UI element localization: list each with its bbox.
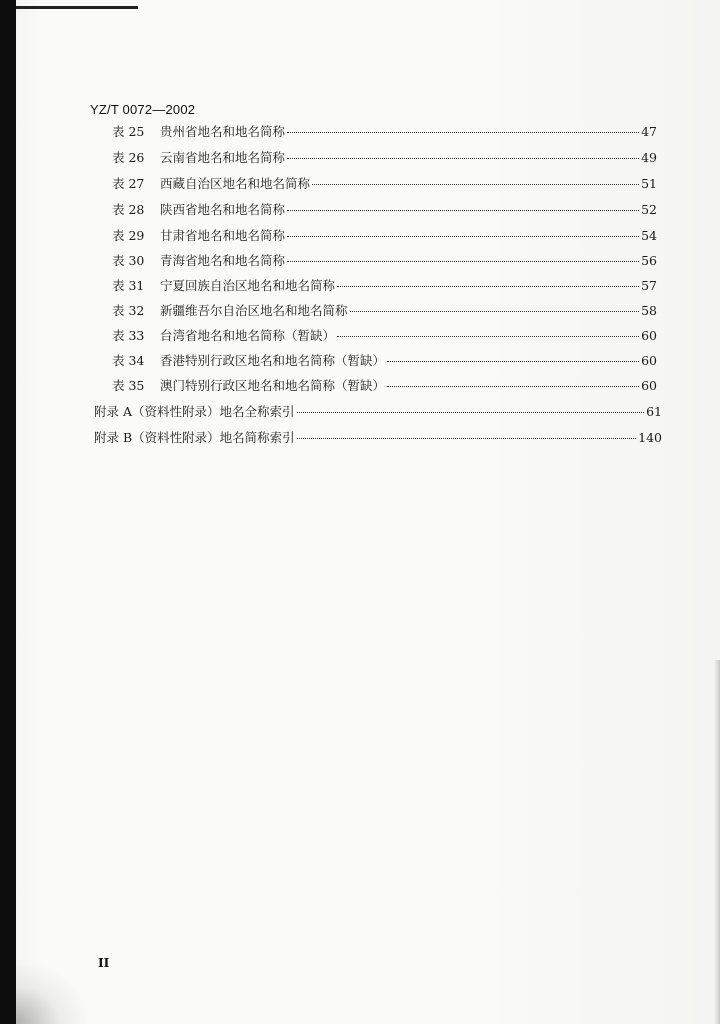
toc-entry: [112, 301, 657, 319]
toc-page-number: 51: [641, 176, 657, 191]
toc-entry: [112, 226, 657, 244]
toc-title: 西藏自治区地名和地名简称: [160, 176, 311, 191]
toc-table-number: 表 32: [112, 303, 145, 318]
scan-right-edge: [714, 660, 720, 1024]
toc-title: 台湾省地名和地名简称（暂缺）: [160, 328, 336, 343]
toc-title: 青海省地名和地名简称: [160, 253, 286, 268]
toc-page-number: 140: [638, 430, 662, 445]
toc-title: 云南省地名和地名简称: [160, 150, 286, 165]
toc-entry: [112, 251, 657, 269]
toc-dot-leader: [287, 210, 639, 211]
toc-dot-leader: [287, 236, 639, 237]
toc-title: 宁夏回族自治区地名和地名简称: [160, 278, 336, 293]
toc-dot-leader: [297, 412, 645, 413]
toc-title: 贵州省地名和地名简称: [160, 124, 286, 139]
toc-entry: [112, 376, 657, 394]
toc-dot-leader: [312, 184, 639, 185]
toc-appendix-title: 附录 B（资料性附录）地名简称索引: [94, 430, 295, 445]
toc-title: 澳门特别行政区地名和地名简称（暂缺）: [160, 378, 386, 393]
toc-table-number: 表 30: [112, 253, 145, 268]
toc-table-number: 表 28: [112, 202, 145, 217]
toc-table-number: 表 25: [112, 124, 145, 139]
toc-title: 陕西省地名和地名简称: [160, 202, 286, 217]
toc-dot-leader: [287, 261, 639, 262]
toc-entry: [112, 276, 657, 294]
toc-entry: [112, 351, 657, 369]
toc-entry: [112, 326, 657, 344]
toc-table-number: 表 33: [112, 328, 145, 343]
toc-page-number: 57: [641, 278, 657, 293]
toc-table-number: 表 35: [112, 378, 145, 393]
document-id: YZ/T 0072—2002: [90, 102, 196, 117]
toc-entry: [112, 148, 657, 166]
toc-page-number: 52: [641, 202, 657, 217]
toc-table-number: 表 34: [112, 353, 145, 368]
toc-dot-leader: [337, 286, 639, 287]
toc-title: 甘肃省地名和地名简称: [160, 228, 286, 243]
toc-title: 新疆维吾尔自治区地名和地名简称: [160, 303, 348, 318]
toc-table-number: 表 27: [112, 176, 145, 191]
toc-appendix-entry: [94, 428, 662, 446]
scan-binding-edge: [0, 0, 16, 1024]
page-number: II: [98, 956, 110, 970]
toc-title: 香港特别行政区地名和地名简称（暂缺）: [160, 353, 386, 368]
toc-dot-leader: [350, 311, 640, 312]
toc-entry: [112, 174, 657, 192]
toc-page-number: 61: [646, 404, 662, 419]
toc-page-number: 56: [641, 253, 657, 268]
toc-table-number: 表 26: [112, 150, 145, 165]
toc-entry: [112, 122, 657, 140]
toc-table-number: 表 31: [112, 278, 145, 293]
toc-page-number: 60: [641, 378, 657, 393]
toc-appendix-entry: [94, 402, 662, 420]
toc-page-number: 60: [641, 353, 657, 368]
toc-page-number: 54: [641, 228, 657, 243]
top-rule: [16, 6, 138, 9]
toc-page-number: 47: [641, 124, 657, 139]
toc-page-number: 58: [641, 303, 657, 318]
toc-dot-leader: [387, 386, 639, 387]
toc-entry: [112, 200, 657, 218]
toc-dot-leader: [337, 336, 639, 337]
toc-table-number: 表 29: [112, 228, 145, 243]
toc-dot-leader: [387, 361, 639, 362]
toc-page-number: 49: [641, 150, 657, 165]
toc-dot-leader: [287, 158, 639, 159]
toc-page-number: 60: [641, 328, 657, 343]
toc-appendix-title: 附录 A（资料性附录）地名全称索引: [94, 404, 295, 419]
toc-dot-leader: [287, 132, 639, 133]
toc-dot-leader: [297, 438, 636, 439]
scan-corner-shadow: [16, 964, 86, 1024]
